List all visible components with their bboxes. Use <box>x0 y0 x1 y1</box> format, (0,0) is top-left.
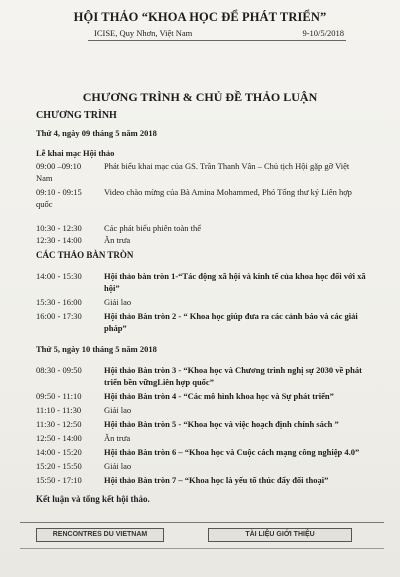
row-desc: Hội thảo Bàn tròn 2 - “ Khoa học giúp đưa ra các cảnh báo và các giải pháp” <box>104 311 358 333</box>
header-divider <box>88 40 346 41</box>
row-time: 12:50 - 14:00 <box>36 433 82 443</box>
row-time: 12:30 - 14:00 <box>36 235 82 245</box>
row-time: 14:00 - 15:20 <box>36 447 82 457</box>
row-time: 09:10 - 09:15 <box>36 187 82 197</box>
schedule-row <box>36 364 366 388</box>
row-desc: Video chào mừng của Bà Amina Mohammed, Phó Tổng thư ký Liên hợp quốc <box>36 187 352 209</box>
opening-heading: Lễ khai mạc Hội thảo <box>36 148 115 158</box>
day1-heading: Thứ 4, ngày 09 tháng 5 năm 2018 <box>36 128 157 138</box>
schedule-row <box>36 270 366 294</box>
schedule-row <box>36 404 366 416</box>
row-time: 08:30 - 09:50 <box>36 365 82 375</box>
conference-date: 9-10/5/2018 <box>302 28 344 38</box>
row-time: 09:50 - 11:10 <box>36 391 82 401</box>
row-time: 16:00 - 17:30 <box>36 311 82 321</box>
closing-remarks: Kết luận và tổng kết hội thảo. <box>36 494 150 504</box>
schedule-row <box>36 390 366 402</box>
row-desc: Phát biểu khai mạc của GS. Trần Thanh Vân – Chủ tịch Hội gặp gỡ Việt Nam <box>36 161 350 183</box>
footer-divider <box>20 522 384 523</box>
row-desc: Giải lao <box>104 297 132 307</box>
schedule-row <box>36 296 366 308</box>
schedule-row <box>36 474 366 486</box>
row-time: 15:50 - 17:10 <box>36 475 82 485</box>
row-time: 10:30 - 12:30 <box>36 223 82 233</box>
conference-title: HỘI THẢO “KHOA HỌC ĐỂ PHÁT TRIỂN” <box>73 10 327 24</box>
row-desc: Hội thảo Bàn tròn 5 - “Khoa học và việc hoạch định chính sách ” <box>104 419 339 429</box>
row-desc: Hội thảo Bàn tròn 6 – “Khoa học và Cuộc cách mạng công nghiệp 4.0” <box>104 447 360 457</box>
page-title: CHƯƠNG TRÌNH & CHỦ ĐỀ THẢO LUẬN <box>82 90 318 104</box>
schedule-row <box>36 446 366 458</box>
rencontres-du-vietnam-button[interactable]: RENCONTRES DU VIETNAM <box>36 528 164 542</box>
row-time: 11:10 - 11:30 <box>36 405 82 415</box>
row-desc: Giải lao <box>104 405 132 415</box>
schedule-row <box>36 222 366 234</box>
row-desc: Ăn trưa <box>104 433 131 443</box>
schedule-row <box>36 234 366 246</box>
row-desc: Hội thảo Bàn tròn 7 – “Khoa học là yếu tố thúc đẩy đối thoại” <box>104 475 329 485</box>
row-desc: Hội thảo Bàn tròn 4 - “Các mô hình khoa học và Sự phát triển” <box>104 391 334 401</box>
day2-heading: Thứ 5, ngày 10 tháng 5 năm 2018 <box>36 344 157 354</box>
row-time: 09:00 –09:10 <box>36 161 82 171</box>
row-desc: Ăn trưa <box>104 235 131 245</box>
schedule-row <box>36 186 366 210</box>
row-desc: Các phát biểu phiên toàn thể <box>104 223 202 233</box>
schedule-row <box>36 460 366 472</box>
conference-location: ICISE, Quy Nhơn, Việt Nam <box>94 28 193 38</box>
footer-divider-lower <box>20 548 384 549</box>
row-desc: Hội thảo bàn tròn 1-“Tác động xã hội và kinh tế của khoa học đối với xã hội” <box>104 271 366 293</box>
row-desc: Giải lao <box>104 461 132 471</box>
schedule-row <box>36 160 366 184</box>
program-heading: CHƯƠNG TRÌNH <box>36 110 117 121</box>
row-time: 11:30 - 12:50 <box>36 419 82 429</box>
row-time: 14:00 - 15:30 <box>36 271 82 281</box>
row-time: 15:30 - 16:00 <box>36 297 82 307</box>
schedule-row <box>36 310 366 334</box>
row-time: 15:20 - 15:50 <box>36 461 82 471</box>
schedule-row <box>36 432 366 444</box>
introduction-documents-button[interactable]: TÀI LIỆU GIỚI THIỆU <box>208 528 352 542</box>
schedule-row <box>36 418 366 430</box>
roundtables-heading: CÁC THẢO BÀN TRÒN <box>36 250 134 260</box>
row-desc: Hội thảo Bàn tròn 3 - “Khoa học và Chương trình nghị sự 2030 về phát triển bền vữngLiên hợp quốc” <box>104 365 362 387</box>
